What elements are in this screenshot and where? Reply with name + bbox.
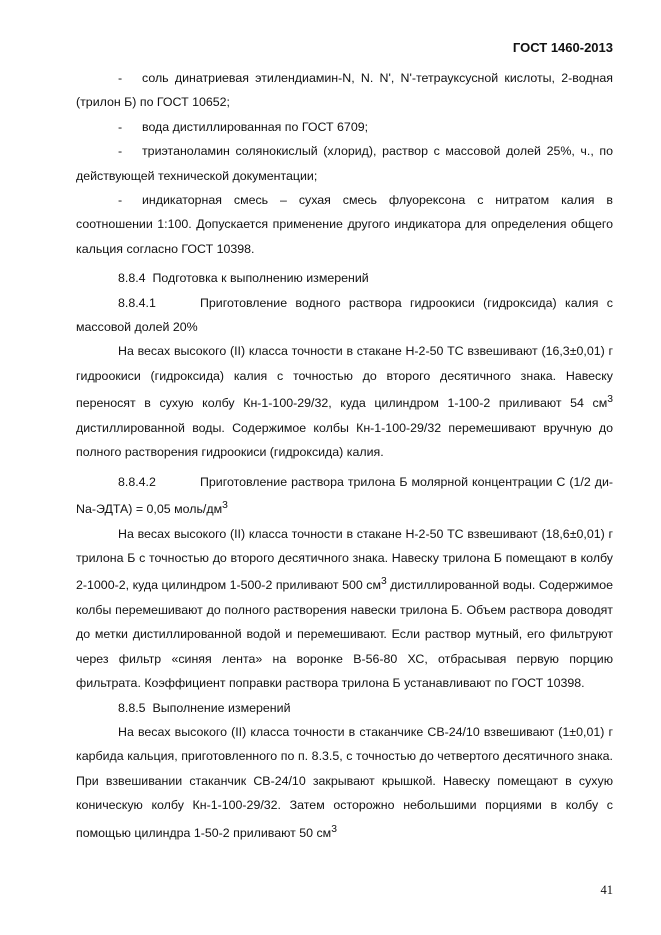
list-item [76,188,613,261]
paragraph-text: На весах высокого (II) класса точности в стаканчике СВ-24/10 взвешивают (1±0,01) г карбида кальция, приготовленного по п. 8.3.5, с точностью до четвертого десятичного знака. При взвешивании стаканчик СВ-24/10 закрывают крышкой. Навеску помещают в сухую коническую колбу Кн-1-100-29/32. Затем осторожно небольшими порциями в колбу с помощью цилиндра 1-50-2 приливают 50 см [76,724,613,840]
list-item [76,139,613,188]
list-dash: - [118,119,123,134]
section-title: Выполнение измерений [152,700,291,715]
section-title: Приготовление раствора трилона Б молярной концентрации С (1/2 ди-Na-ЭДТА) = 0,05 моль/дм [76,474,613,517]
page-number: 41 [600,883,613,897]
superscript: 3 [381,576,387,588]
superscript: 3 [607,394,613,406]
section-title: Подготовка к выполнению измерений [152,271,369,286]
superscript: 3 [331,823,337,835]
section-title: Приготовление водного раствора гидроокиси (гидроксида) калия с массовой долей 20% [76,295,613,335]
section-number: 8.8.4.1 [118,295,156,310]
section-heading-8-8-4-1 [76,291,613,340]
list-dash: - [118,193,123,208]
list-dash: - [118,71,123,85]
paragraph-text: дистиллированной воды. Содержимое колбы Кн-1-100-29/32 перемешивают вручную до полного растворения гидроокиси (гидроксида) калия. [76,420,613,460]
section-number: 8.8.4 [118,271,146,286]
list-item-text: триэтаноламин солянокислый (хлорид), раствор с массовой долей 25%, ч., по действующей технической документации; [76,144,613,183]
paragraph [76,720,613,845]
list-item [76,115,613,139]
section-number: 8.8.5 [118,700,146,715]
section-heading-8-8-4-2 [76,470,613,522]
section-heading-8-8-5 [76,696,613,720]
section-heading-8-8-4 [76,266,613,290]
paragraph-text: На весах высокого (II) класса точности в стакане Н-2-50 ТС взвешивают (16,3±0,01) г гидроокиси (гидроксида) калия с точностью до второго десятичного знака. Навеску переносят в сухую колбу Кн-1-100-29/32, куда цилиндром 1-100-2 приливают 54 см [76,344,613,411]
paragraph [76,522,613,696]
paragraph [76,339,613,464]
document-header: ГОСТ 1460-2013 [512,40,613,55]
list-item-text: индикаторная смесь – сухая смесь флуорексона с нитратом калия в соотношении 1:100. Допускается применение другого индикатора для определения общего кальция согласно ГОСТ 10398. [76,193,613,256]
section-number: 8.8.4.2 [118,474,156,489]
superscript: 3 [222,500,228,512]
list-dash: - [118,144,123,159]
list-item-text: вода дистиллированная по ГОСТ 6709; [142,119,369,134]
page-body [76,66,613,845]
list-item [76,66,613,115]
paragraph-text: На весах высокого (II) класса точности в стакане Н-2-50 ТС взвешивают (18,6±0,01) г трилона Б с точностью до второго десятичного знака. Навеску трилона Б помещают в колбу 2-1000-2, куда цилиндром 1-500-2 приливают 500 см [76,526,613,593]
paragraph-text: дистиллированной воды. Содержимое колбы перемешивают до полного растворения навески трилона Б. Объем раствора доводят до метки дистиллированной водой и перемешивают. Если раствор мутный, его фильтруют через фильтр «синяя лента» на воронке В-56-80 ХС, отбрасывая первую порцию фильтрата. Коэффициент поправки раствора трилона Б устанавливают по ГОСТ 10398. [76,578,613,691]
list-item-text: соль динатриевая этилендиамин-N, N. N', N'-тетрауксусной кислоты, 2-водная (трилон Б) по ГОСТ 10652; [76,71,613,110]
